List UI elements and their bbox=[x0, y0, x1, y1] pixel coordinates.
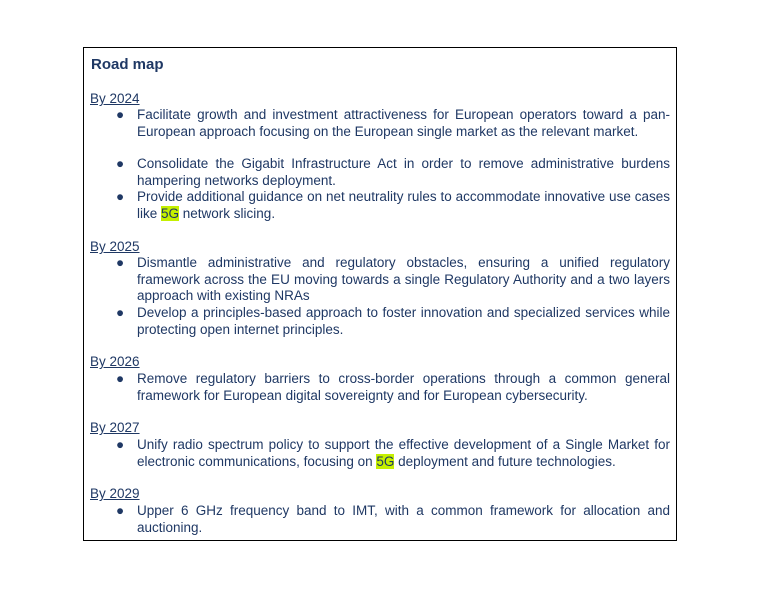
highlight-5g: 5G bbox=[376, 453, 395, 469]
section-heading-2024: By 2024 bbox=[90, 91, 140, 106]
roadmap-title: Road map bbox=[91, 56, 164, 73]
item-text: Provide additional guidance on net neutrality rules to accommodate innovative use cases like bbox=[137, 189, 670, 221]
bullet-icon: ● bbox=[116, 305, 125, 320]
roadmap-item: Upper 6 GHz frequency band to IMT, with a common framework for allocation and auctioning. bbox=[137, 503, 670, 535]
roadmap-item: Develop a principles-based approach to foster innovation and specialized services while protecting open internet principles. bbox=[137, 305, 670, 337]
section-heading-2029: By 2029 bbox=[90, 486, 140, 501]
roadmap-item: Remove regulatory barriers to cross-border operations through a common general framework for European digital sovereignty and for European cybersecurity. bbox=[137, 371, 670, 403]
bullet-icon: ● bbox=[116, 107, 125, 122]
roadmap-item bbox=[137, 189, 670, 222]
roadmap-box bbox=[83, 47, 677, 541]
section-heading-2026: By 2026 bbox=[90, 354, 140, 369]
roadmap-item: Facilitate growth and investment attractiveness for European operators toward a pan-European approach focusing on the European single market as the relevant market. bbox=[137, 107, 670, 139]
item-text: Unify radio spectrum policy to support the effective development of a Single Market for electronic communications, focusing on bbox=[137, 437, 670, 469]
roadmap-item: Consolidate the Gigabit Infrastructure Act in order to remove administrative burdens hampering networks deployment. bbox=[137, 156, 670, 188]
bullet-icon: ● bbox=[116, 189, 125, 204]
item-text: network slicing. bbox=[179, 205, 276, 221]
bullet-icon: ● bbox=[116, 503, 125, 518]
item-text: deployment and future technologies. bbox=[394, 453, 616, 469]
roadmap-item bbox=[137, 437, 670, 470]
bullet-icon: ● bbox=[116, 371, 125, 386]
bullet-icon: ● bbox=[116, 156, 125, 171]
bullet-icon: ● bbox=[116, 255, 125, 270]
section-heading-2027: By 2027 bbox=[90, 420, 140, 435]
bullet-icon: ● bbox=[116, 437, 125, 452]
roadmap-item: Dismantle administrative and regulatory obstacles, ensuring a unified regulatory framework across the EU moving towards a single Regulatory Authority and a two layers approach with existing NRAs bbox=[137, 255, 670, 303]
section-heading-2025: By 2025 bbox=[90, 239, 140, 254]
highlight-5g: 5G bbox=[161, 205, 180, 221]
